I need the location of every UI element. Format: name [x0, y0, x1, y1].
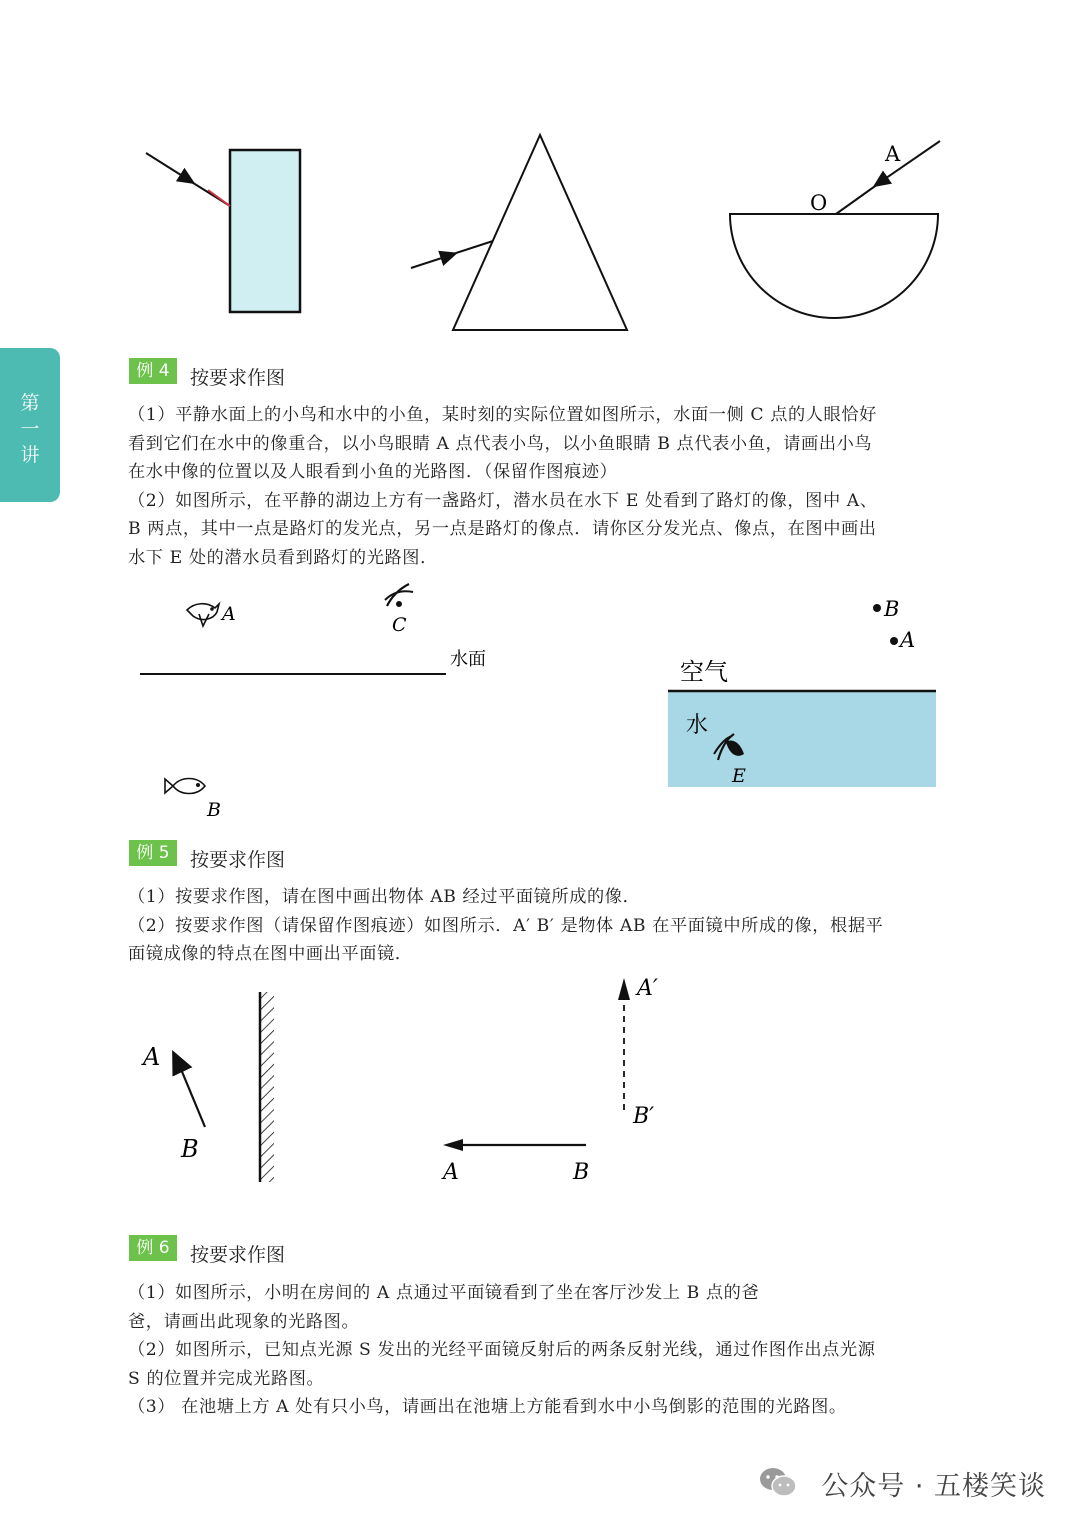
- label-b: B: [573, 1160, 590, 1185]
- water-region: [668, 691, 936, 787]
- glass-slab-figure: [146, 150, 300, 312]
- object-ab-arrow: [178, 1062, 205, 1127]
- example-6-title: 按要求作图: [190, 1244, 286, 1266]
- example-5-badge: 例 5: [129, 840, 177, 866]
- example-6-badge: 例 6: [129, 1235, 177, 1261]
- example-5-figures: [130, 970, 690, 1190]
- incident-ray: [146, 153, 192, 182]
- air-label: 空气: [680, 658, 728, 686]
- example-6-line-4: S 的位置并完成光路图。: [128, 1368, 325, 1389]
- example-6-text: [128, 1279, 948, 1422]
- semicircle-figure: [730, 141, 940, 318]
- point-a: [890, 637, 898, 645]
- example-4-line-3: 在水中像的位置以及人眼看到小鱼的光路图．（保留作图痕迹）: [128, 462, 618, 482]
- label-a: A: [900, 628, 916, 652]
- point-b: [873, 604, 881, 612]
- side-tab-char-3: 讲: [20, 444, 40, 466]
- example-4-figures: [130, 580, 950, 825]
- label-b: B: [207, 799, 221, 821]
- example-6-line-3: （2）如图所示，已知点光源 S 发出的光经平面镜反射后的两条反射光线，通过作图作出点光源: [128, 1340, 876, 1360]
- example-4-badge: 例 4: [129, 358, 177, 384]
- example-5-title: 按要求作图: [190, 849, 286, 871]
- wechat-icon: [758, 1466, 798, 1498]
- glass-slab: [230, 150, 300, 312]
- example-5-line-2: （2）按要求作图（请保留作图痕迹）如图所示．A′ B′ 是物体 AB 在平面镜中所成的像，根据平: [128, 915, 884, 936]
- label-b: B: [884, 597, 900, 621]
- label-b: B: [181, 1135, 199, 1163]
- water-surface-label: 水面: [450, 649, 486, 670]
- prism-incident-ray: [411, 254, 454, 268]
- example-4-line-2: 看到它们在水中的像重合，以小鸟眼睛 A 点代表小鸟，以小鱼眼睛 B 点代表小鱼，请画出小鸟: [128, 433, 873, 454]
- mirror-hatching: [260, 992, 274, 1182]
- example-5-line-1: （1）按要求作图，请在图中画出物体 AB 经过平面镜所成的像．: [128, 887, 641, 907]
- fish-icon: [165, 779, 205, 794]
- chapter-side-tab: [0, 348, 60, 502]
- example-5-text: [128, 883, 948, 969]
- example-6-line-2: 爸，请画出此现象的光路图。: [128, 1311, 360, 1332]
- label-a: A: [443, 1160, 459, 1185]
- label-b-prime: B′: [633, 1104, 655, 1129]
- image-figure: [441, 976, 658, 1185]
- prism-figure: [411, 135, 627, 330]
- example-4-line-1: （1）平静水面上的小鸟和水中的小鱼，某时刻的实际位置如图所示，水面一侧 C 点的人眼恰好: [128, 405, 877, 425]
- semicircle-glass: [730, 214, 938, 318]
- side-tab-char-1: 第: [20, 392, 40, 414]
- water-label: 水: [686, 713, 709, 738]
- label-a: A: [222, 603, 236, 625]
- eye-icon: [385, 584, 413, 607]
- label-c: C: [392, 614, 407, 636]
- example-4-line-4: （2）如图所示，在平静的湖边上方有一盏路灯，潜水员在水下 E 处看到了路灯的像，图中 A、: [128, 490, 878, 511]
- bird-icon: [187, 604, 219, 626]
- label-a-prime: A′: [637, 976, 658, 1001]
- label-e: E: [732, 765, 746, 787]
- example-4-title: 按要求作图: [190, 367, 286, 389]
- top-figures: [130, 120, 960, 345]
- label-a: A: [143, 1043, 161, 1071]
- lamp-diver-figure: [668, 597, 936, 787]
- example-4-line-5: B 两点，其中一点是路灯的发光点，另一点是路灯的像点．请你区分发光点、像点，在图中画出: [128, 519, 877, 539]
- side-tab-char-2: 一: [20, 418, 40, 440]
- footer-watermark: 公众号 · 五楼笑谈: [821, 1471, 1046, 1502]
- label-a: A: [885, 142, 901, 166]
- example-4-text: [128, 401, 948, 572]
- bird-fish-figure: [140, 584, 486, 821]
- label-o: O: [810, 191, 828, 215]
- example-5-line-3: 面镜成像的特点在图中画出平面镜．: [128, 944, 413, 964]
- prism-triangle: [453, 135, 627, 330]
- example-6-line-5: （3） 在池塘上方 A 处有只小鸟，请画出在池塘上方能看到水中小鸟倒影的范围的光路图。: [128, 1397, 847, 1417]
- example-4-line-6: 水下 E 处的潜水员看到路灯的光路图．: [128, 547, 438, 568]
- example-6-line-1: （1）如图所示，小明在房间的 A 点通过平面镜看到了坐在客厅沙发上 B 点的爸: [128, 1283, 760, 1303]
- mirror-object-figure: [141, 992, 274, 1182]
